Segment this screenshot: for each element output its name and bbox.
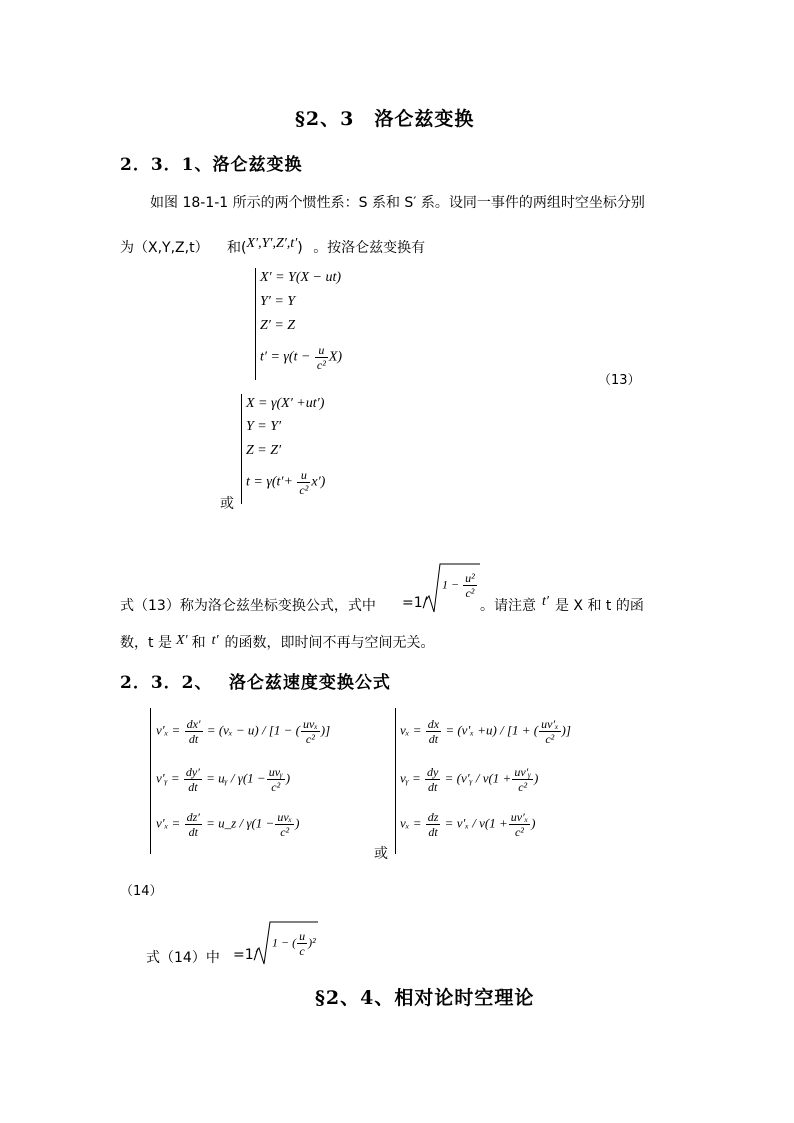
equation-number-13: （13） (598, 373, 641, 388)
fraction-numerator: uvₓ (277, 810, 293, 824)
fraction-numerator: u (299, 929, 306, 943)
fraction (539, 717, 560, 746)
paragraph-3b (480, 595, 644, 615)
and-label: 和( (227, 240, 247, 256)
fraction-numerator: uv′ᵧ (514, 765, 532, 779)
fraction-denominator: c² (465, 586, 475, 600)
gamma-equals: =1/ (402, 595, 428, 611)
fraction (425, 765, 440, 794)
equation-part: = (v′ₓ +u) / [1 + ( (445, 722, 539, 738)
equation-line: X = γ(X′ +ut′) (246, 396, 325, 411)
equation-line (400, 717, 571, 746)
fraction-denominator: dt (428, 825, 438, 839)
equation-line (400, 765, 538, 794)
paragraph-1: 如图 18-1-1 所示的两个惯性系：S 系和 S′ 系。设同一事件的两组时空坐标分别 (150, 195, 645, 211)
equation-part: = (v′ᵧ / ν(1 + (444, 770, 512, 786)
equation-line (260, 343, 342, 372)
fraction-numerator: dy′ (185, 765, 200, 779)
text-run: 。请注意 (480, 598, 536, 614)
paragraph-2 (120, 237, 425, 257)
sqrt-content (442, 571, 478, 600)
equation-part: x′) (311, 474, 326, 490)
fraction-denominator: c² (518, 780, 528, 794)
paragraph-5: 式（14）中 (146, 950, 220, 966)
fraction-numerator: uvₓ (303, 717, 318, 731)
fraction (315, 343, 328, 372)
fraction (426, 717, 441, 746)
equation-part: = uᵧ / γ(1 − (206, 770, 266, 786)
fraction-denominator: c² (545, 732, 555, 746)
fraction (426, 810, 441, 839)
equation-part: vₓ = (400, 815, 422, 831)
equation-line: Z′ = Z (260, 318, 296, 333)
math-t-prime: t′ (211, 633, 219, 648)
fraction (301, 717, 320, 746)
fraction (184, 765, 202, 794)
equation-part: v′ₓ = (156, 815, 181, 831)
fraction-numerator: dx (427, 717, 440, 731)
fraction-numerator: dz (427, 810, 439, 824)
equation-part: t = γ(t′+ (246, 474, 293, 490)
fraction-denominator: c² (316, 358, 326, 372)
equation-brace (150, 708, 151, 854)
equation-line: Y = Y′ (246, 419, 282, 434)
coords-unprimed: 为（X,Y,Z,t） (120, 240, 209, 256)
section-heading-2-3-2: 2．3．2、 洛仑兹速度变换公式 (120, 673, 391, 693)
math-X-prime: X′ (175, 633, 188, 648)
fraction (297, 929, 307, 958)
paragraph-3a: 式（13）称为洛仑兹坐标变换公式，式中 (120, 598, 376, 614)
fraction-numerator: u (315, 343, 328, 358)
gamma-equals: =1/ (233, 947, 259, 963)
fraction (275, 810, 294, 839)
equation-brace (255, 268, 256, 380)
fraction-denominator: c² (305, 732, 315, 746)
text-run: 数，t 是 (120, 635, 172, 651)
fraction (185, 717, 203, 746)
section-title-2-4: §2、4、相对论时空理论 (315, 987, 535, 1009)
fraction (512, 765, 533, 794)
equation-part: X) (328, 349, 343, 365)
equation-line (246, 468, 325, 497)
fraction (267, 765, 285, 794)
fraction-numerator: uvᵧ (268, 765, 283, 779)
fraction (297, 468, 310, 497)
equation-part: = (vₓ − u) / [1 − ( (206, 722, 300, 738)
fraction (509, 810, 530, 839)
equation-part: t′ = γ(t − (260, 349, 311, 365)
fraction-denominator: c (299, 944, 305, 958)
equation-part: v′ᵧ = (156, 770, 180, 786)
text-run: 和 (191, 635, 206, 651)
sqrt-content (272, 929, 316, 958)
section-heading-2-3-1: 2．3．1、洛仑兹变换 (120, 155, 303, 175)
equation-brace (395, 708, 396, 854)
page-title: §2、3 洛仑兹变换 (295, 108, 475, 130)
equation-part: ) (285, 770, 291, 786)
equation-part: v′ₓ = (156, 722, 181, 738)
fraction-denominator: c² (299, 483, 309, 497)
fraction-numerator: dz′ (186, 810, 200, 824)
paragraph-4 (120, 632, 435, 652)
fraction-denominator: c² (514, 825, 524, 839)
or-label: 或 (374, 846, 388, 862)
equation-part: = u_z / γ(1 − (206, 815, 275, 831)
equation-line (156, 765, 290, 794)
sqrt-term: 1 − (442, 577, 460, 592)
fraction-numerator: dy (427, 765, 439, 779)
equation-part: = v′ₓ / ν(1 + (444, 815, 508, 831)
equation-line (156, 810, 299, 839)
sqrt-term: )² (308, 935, 316, 950)
text-run: 的函数，即时间不再与空间无关。 (224, 635, 435, 651)
paragraph-2-tail: 。按洛仑兹变换有 (313, 240, 426, 256)
fraction-numerator: u² (465, 571, 475, 585)
fraction-numerator: dx′ (186, 717, 201, 731)
fraction (463, 571, 477, 600)
fraction (185, 810, 202, 839)
coords-primed: X′,Y′,Z′,t′ (246, 236, 298, 251)
fraction-denominator: dt (428, 780, 438, 794)
equation-line: Y′ = Y (260, 294, 296, 309)
or-label: 或 (220, 496, 234, 512)
equation-part: ) (295, 815, 300, 831)
equation-part: )] (561, 722, 571, 738)
text-run: 是 X 和 t 的函 (554, 598, 644, 614)
fraction-denominator: dt (428, 732, 439, 746)
equation-part: ) (531, 815, 536, 831)
fraction-denominator: dt (188, 780, 198, 794)
fraction-denominator: c² (280, 825, 290, 839)
equation-line (156, 717, 330, 746)
close-paren: ) (297, 240, 303, 256)
fraction-numerator: uv′ₓ (541, 717, 559, 731)
equation-part: )] (320, 722, 331, 738)
fraction-numerator: u (297, 468, 310, 483)
equation-line (400, 810, 535, 839)
fraction-denominator: dt (188, 825, 198, 839)
equation-line: Z = Z′ (246, 443, 282, 458)
fraction-denominator: c² (271, 780, 281, 794)
fraction-numerator: uv′ₓ (510, 810, 529, 824)
equation-line: X′ = Y(X − ut) (260, 270, 342, 285)
fraction-denominator: dt (188, 732, 199, 746)
equation-part: ) (534, 770, 539, 786)
math-t-prime: t′ (542, 594, 549, 609)
equation-part: vᵧ = (400, 770, 421, 786)
equation-part: vₓ = (400, 722, 422, 738)
equation-brace (241, 394, 242, 504)
equation-number-14: （14） (120, 884, 163, 899)
sqrt-term: 1 − ( (272, 935, 297, 950)
